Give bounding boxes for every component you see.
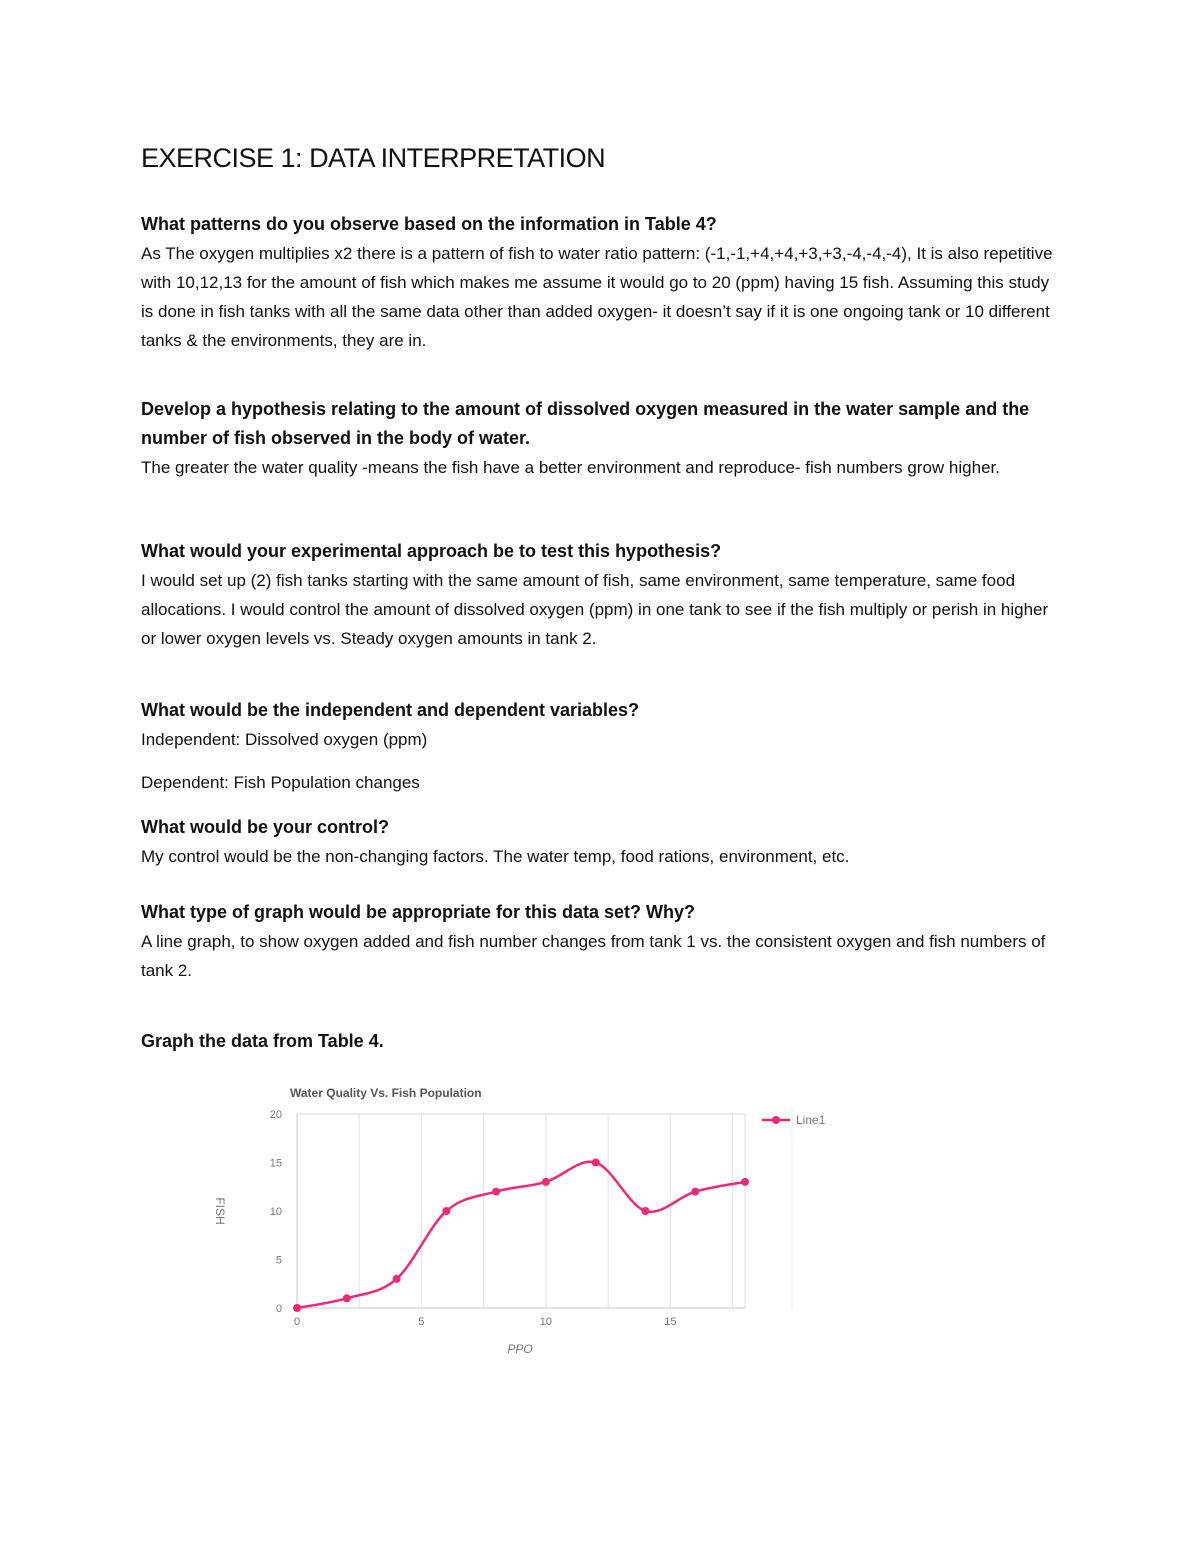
y-tick-label: 0 [275,1303,282,1315]
answer-text: A line graph, to show oxygen added and fish number changes from tank 1 vs. the consistent oxygen and fish numbers of tank 2. [141,932,1046,980]
x-tick-label: 0 [293,1316,301,1328]
section-control [141,813,1061,871]
section-hypothesis [141,395,1061,482]
document-title: EXERCISE 1: DATA INTERPRETATION [141,143,606,173]
data-point [691,1188,699,1196]
y-tick-label: 20 [269,1109,282,1121]
data-point [641,1207,649,1215]
data-point [343,1294,351,1302]
y-tick-label: 5 [275,1254,282,1267]
x-tick-label: 10 [539,1316,553,1328]
data-point [293,1304,301,1312]
question-heading: What would be your control? [141,817,389,837]
y-tick-label: 15 [269,1157,282,1170]
line-chart [200,1078,860,1368]
question-heading: What would your experimental approach be to test this hypothesis? [141,541,722,561]
x-tick-label: 5 [418,1316,425,1328]
chart-svg [200,1078,860,1368]
y-tick-label: 10 [269,1206,282,1218]
question-heading: Graph the data from Table 4. [141,1031,384,1051]
data-point [542,1178,550,1186]
question-heading: What type of graph would be appropriate for this data set? Why? [141,902,696,922]
x-axis-label: PPO [507,1342,533,1356]
data-point [393,1275,401,1283]
section-patterns [141,210,1061,355]
x-tick-label: 15 [664,1316,677,1328]
data-point [492,1188,500,1196]
legend-swatch-marker [772,1116,780,1124]
question-heading: Develop a hypothesis relating to the amount of dissolved oxygen measured in the water sample and the number of fish observed in the body of water. [141,399,1030,448]
answer-text: I would set up (2) fish tanks starting with the same amount of fish, same environment, same temperature, same food allocations. I would control the amount of dissolved oxygen (ppm) in one tank to see if the fish multiply or perish in higher or lower oxygen levels vs. Steady oxygen amounts in tank 2. [141,571,1049,648]
answer-text: The greater the water quality -means the fish have a better environment and reproduce- fish numbers grow higher. [141,458,1000,477]
answer-text-dependent: Dependent: Fish Population changes [141,773,420,792]
answer-text: As The oxygen multiplies x2 there is a pattern of fish to water ratio pattern: (-1,-1,+4,+4,+3,+3,-4,-4,-4), It is also repetitive with 10,12,13 for the amount of fish which makes me assume it would go to 20 (ppm) having 15 fish. Assuming this study is done in fish tanks with all the same data other than added oxygen- it doesn’t say if it is one ongoing tank or 10 different tanks & the environments, they are in. [141,244,1053,350]
answer-text: My control would be the non-changing factors. The water temp, food rations, environment, etc. [141,847,850,866]
section-approach [141,537,1061,653]
question-heading: What patterns do you observe based on the information in Table 4? [141,214,717,234]
legend-label: Line1 [796,1113,826,1127]
section-variables [141,696,1061,797]
data-point [592,1159,600,1167]
section-graph-type [141,898,1061,985]
chart-title: Water Quality Vs. Fish Population [290,1086,482,1100]
answer-text: Independent: Dissolved oxygen (ppm) [141,730,428,749]
data-point [741,1178,749,1186]
question-heading: What would be the independent and dependent variables? [141,700,640,720]
data-point [442,1207,450,1215]
y-axis-label: FISH [213,1197,227,1225]
series-line [297,1162,745,1308]
section-graph [141,1027,1061,1056]
